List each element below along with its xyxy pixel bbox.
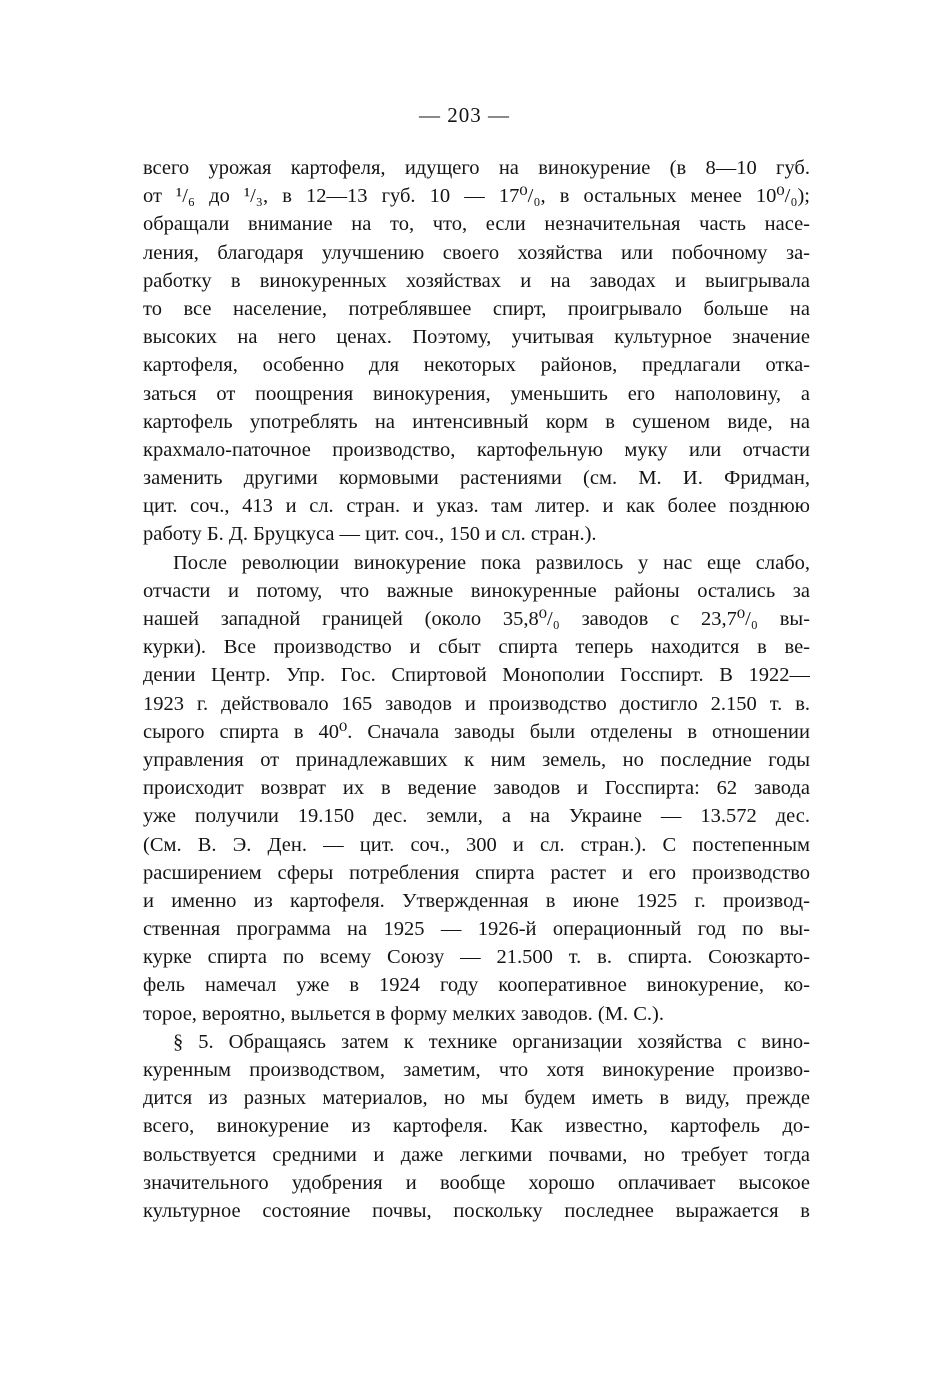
text-line: сырого спирта в 40⁰. Сначала заводы были отделены в отношении <box>143 720 810 743</box>
text-line: фель намечал уже в 1924 году кооперативное винокурение, ко- <box>143 974 810 997</box>
text-line: курке спирта по всему Союзу — 21.500 т. в. спирта. Союзкарто- <box>143 946 810 969</box>
text-line: и именно из картофеля. Утвержденная в июне 1925 г. производ- <box>143 889 810 912</box>
text-line: (См. В. Э. Ден. — цит. соч., 300 и сл. стран.). С постепенным <box>143 833 810 856</box>
text-line: работу Б. Д. Бруцкуса — цит. соч., 150 и сл. стран.). <box>143 523 597 546</box>
text-line: ственная программа на 1925 — 1926-й операционный год по вы- <box>143 918 810 941</box>
text-line: от ¹/₆ до ¹/₃, в 12—13 губ. 10 — 17⁰/₀, в остальных менее 10⁰/₀); <box>143 185 810 208</box>
text-line: вольствуется средними и даже легкими почвами, но требует тогда <box>143 1143 810 1166</box>
text-line: уже получили 19.150 дес. земли, а на Украине — 13.572 дес. <box>143 805 810 828</box>
body-text <box>143 154 810 1225</box>
text-line: картофеля, особенно для некоторых районов, предлагали отка- <box>143 354 810 377</box>
text-line: работку в винокуренных хозяйствах и на заводах и выигрывала <box>143 269 810 292</box>
text-line: картофель употреблять на интенсивный корм в сушеном виде, на <box>143 410 810 433</box>
text-line: заменить другими кормовыми растениями (см. М. И. Фридман, <box>143 467 810 490</box>
text-line: крахмало-паточное производство, картофельную муку или отчасти <box>143 438 810 461</box>
text-line: происходит возврат их в ведение заводов и Госспирта: 62 завода <box>143 777 810 800</box>
text-line: высоких на него ценах. Поэтому, учитывая культурное значение <box>143 326 810 349</box>
page-number: — 203 — <box>419 103 510 127</box>
text-line: управления от принадлежавших к ним земель, но последние годы <box>143 748 810 771</box>
text-line: всего урожая картофеля, идущего на винокурение (в 8—10 губ. <box>143 157 810 179</box>
text-line: отчасти и потому, что важные винокуренные районы остались за <box>143 579 810 602</box>
text-line: торое, вероятно, выльется в форму мелких заводов. (М. С.). <box>143 1002 664 1025</box>
text-line: нашей западной границей (около 35,8⁰/₀ заводов с 23,7⁰/₀ вы- <box>143 608 810 630</box>
text-line: куренным производством, заметим, что хотя винокурение произво- <box>143 1059 810 1081</box>
text-line: ления, благодаря улучшению своего хозяйства или побочному за- <box>143 241 810 264</box>
text-line: культурное состояние почвы, поскольку последнее выражается в <box>143 1199 810 1222</box>
text-line: курки). Все производство и сбыт спирта теперь находится в ве- <box>143 636 810 659</box>
text-line: дении Центр. Упр. Гос. Спиртовой Монополии Госспирт. В 1922— <box>143 664 810 687</box>
text-line: После революции винокурение пока развилось у нас еще слабо, <box>173 551 810 574</box>
text-line: то все население, потреблявшее спирт, проигрывало больше на <box>143 297 810 320</box>
text-line: 1923 г. действовало 165 заводов и производство достигло 2.150 т. в. <box>143 692 810 715</box>
text-line: цит. соч., 413 и сл. стран. и указ. там литер. и как более позднюю <box>143 495 810 518</box>
text-line: значительного удобрения и вообще хорошо оплачивает высокое <box>143 1171 810 1194</box>
text-line: заться от поощрения винокурения, уменьшить его наполовину, а <box>143 382 810 405</box>
text-line: § 5. Обращаясь затем к технике организации хозяйства с вино- <box>173 1030 810 1053</box>
text-line: всего, винокурение из картофеля. Как известно, картофель до- <box>143 1115 810 1138</box>
text-line: обращали внимание на то, что, если незначительная часть насе- <box>143 213 810 236</box>
text-line: дится из разных материалов, но мы будем иметь в виду, прежде <box>143 1087 810 1110</box>
text-line: расширением сферы потребления спирта растет и его производство <box>143 861 810 884</box>
